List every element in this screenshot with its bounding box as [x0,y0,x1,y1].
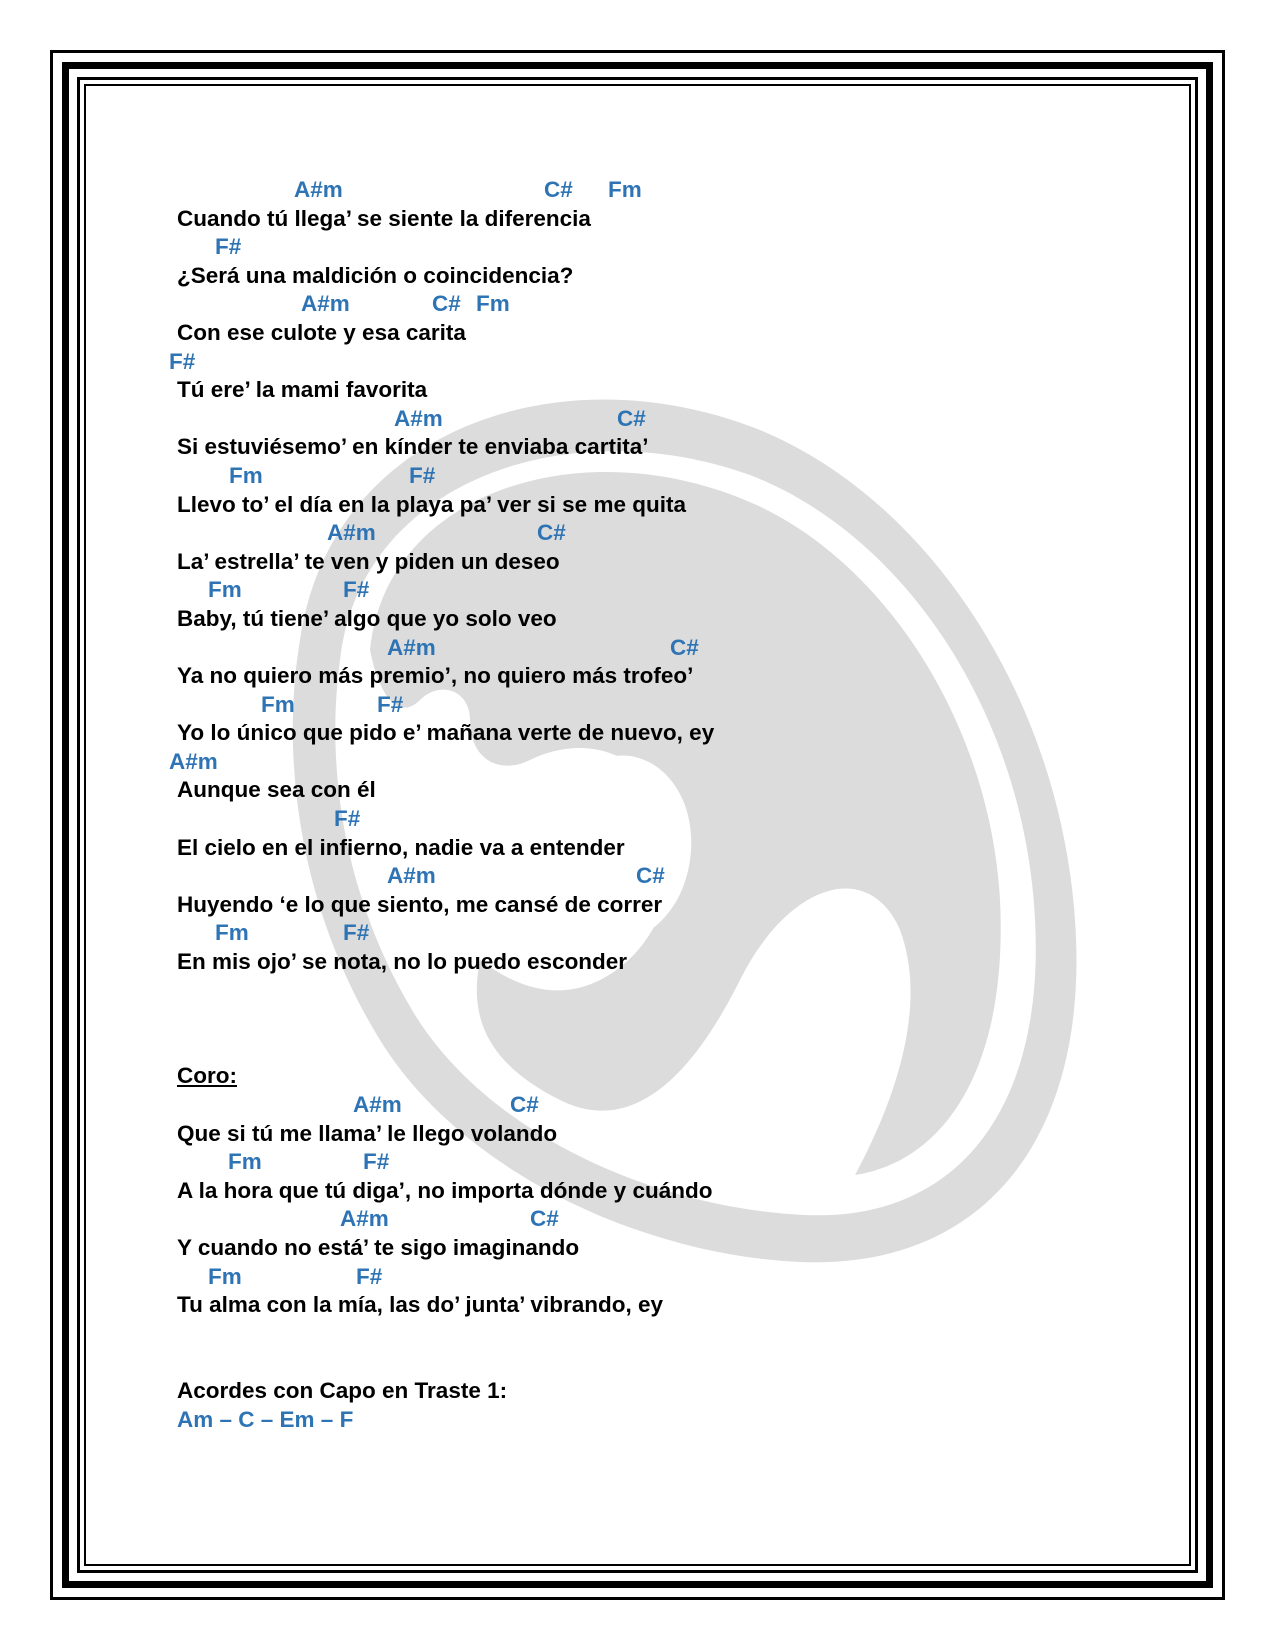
chord: C# [617,405,646,431]
lyric-line: En mis ojo’ se nota, no lo puedo esconder [177,949,628,975]
capo-label: Acordes con Capo en Traste 1: [177,1377,508,1403]
chord: C# [544,177,573,202]
chord: F# [363,1149,390,1175]
chord-line [177,862,1137,891]
chord: C# [432,291,461,317]
lyric-line: La’ estrella’ te ven y piden un deseo [177,548,560,574]
chord-line [177,1091,1137,1120]
chord: F# [343,577,370,603]
chord-line [177,176,1137,205]
lyric-line: Yo lo único que pido e’ mañana verte de nuevo, ey [177,720,715,746]
chord: A#m [301,291,350,317]
spacer [177,977,1137,1006]
lyric-line: ¿Será una maldición o coincidencia? [177,262,574,288]
chord: Fm [229,462,263,488]
lyric-line: Llevo to’ el día en la playa pa’ ver si se me quita [177,491,686,517]
lyric-line: Ya no quiero más premio’, no quiero más trofeo’ [177,663,694,689]
chord: Fm [476,291,510,317]
spacer [177,1348,1137,1377]
chord: C# [537,520,566,546]
chord-line [169,348,1137,377]
chord: F# [409,462,436,488]
lyric-line: Tú ere’ la mami favorita [177,377,428,403]
chord: C# [510,1092,539,1117]
chord: A#m [394,405,443,431]
chord-line [177,1205,1137,1234]
chord: C# [530,1206,559,1232]
lyric-line: Si estuviésemo’ en kínder te enviaba cartita’ [177,434,649,460]
song-sheet [169,176,1137,1434]
chord: A#m [340,1206,389,1232]
lyric-line: Y cuando no está’ te sigo imaginando [177,1234,580,1260]
chord-line [177,233,1137,262]
spacer [177,1320,1137,1349]
chord: C# [670,634,699,660]
chord-line [169,748,1137,777]
chord-line [177,805,1137,834]
chord-line [177,405,1137,434]
chord: Fm [208,577,242,603]
chord: F# [356,1263,383,1289]
chord: F# [343,920,370,946]
chord-line [177,919,1137,948]
chord: Fm [261,691,295,717]
lyric-line: Que si tú me llama’ le llego volando [177,1120,558,1146]
chord: F# [215,234,242,260]
lyric-line: Tu alma con la mía, las do’ junta’ vibrando, ey [177,1292,663,1318]
spacer [177,1034,1137,1063]
lyric-line: Huyendo ‘e lo que siento, me cansé de correr [177,891,663,917]
chord: Fm [228,1149,262,1175]
lyric-line: Aunque sea con él [177,777,376,803]
chord-line [177,1263,1137,1292]
chord: A#m [387,634,436,660]
lyric-line: A la hora que tú diga’, no importa dónde y cuándo [177,1177,713,1203]
chord: F# [169,348,196,374]
capo-chords: Am – C – Em – F [177,1406,354,1432]
chord-line [177,634,1137,663]
chord: A#m [294,177,343,202]
chord-line [177,1148,1137,1177]
chord-line [177,691,1137,720]
lyric-line: Cuando tú llega’ se siente la diferencia [177,205,591,231]
chord: A#m [169,748,218,774]
lyric-line: Baby, tú tiene’ algo que yo solo veo [177,605,557,631]
chord: A#m [387,863,436,889]
chord: Fm [608,177,642,202]
chord-line [177,519,1137,548]
chord-line [177,576,1137,605]
chord: A#m [353,1092,402,1117]
spacer [177,1005,1137,1034]
chord-line [177,290,1137,319]
chord: F# [334,806,361,832]
chord: F# [377,691,404,717]
chord: C# [636,863,665,889]
lyric-line: El cielo en el infierno, nadie va a entender [177,834,625,860]
chord: A#m [327,520,376,546]
chorus-title: Coro: [177,1063,237,1089]
lyric-line: Con ese culote y esa carita [177,319,466,345]
chord: Fm [208,1263,242,1289]
chord-line [177,462,1137,491]
chord: Fm [215,920,249,946]
